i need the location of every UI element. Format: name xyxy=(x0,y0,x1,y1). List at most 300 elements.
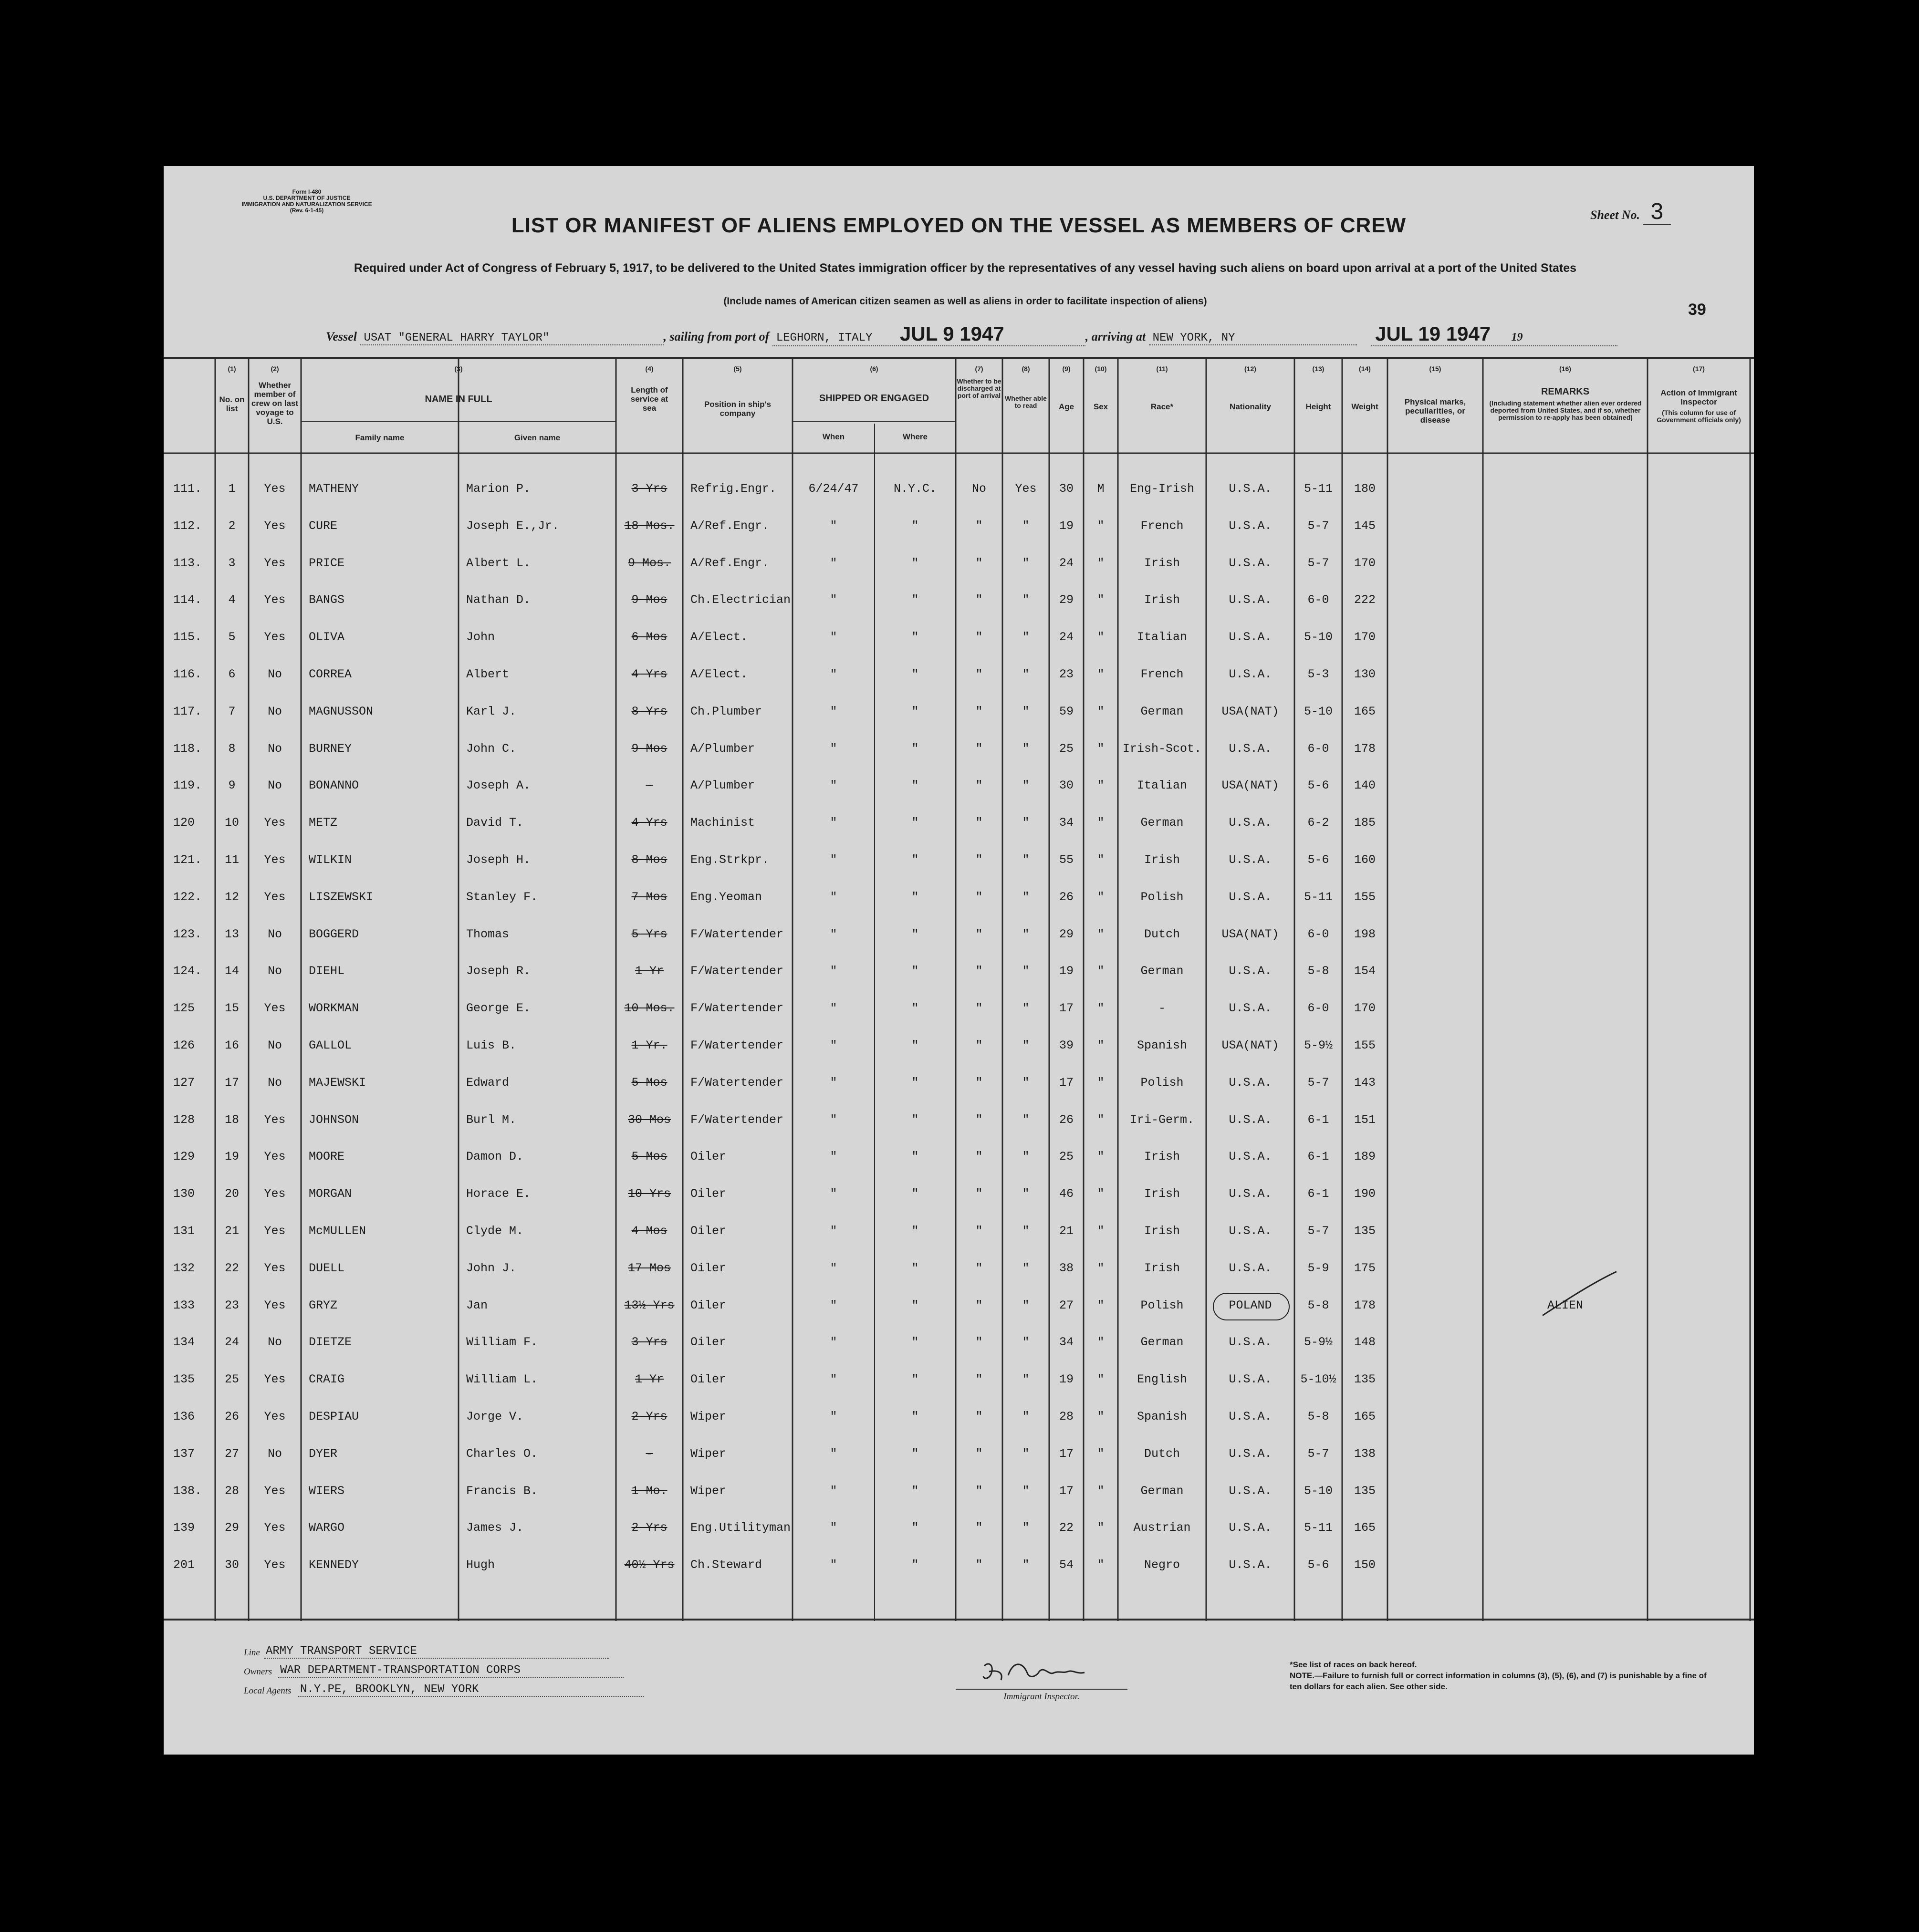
cell-no: 30 xyxy=(224,1558,239,1572)
cell-family: DIETZE xyxy=(309,1335,352,1350)
cell-read: " xyxy=(1022,630,1030,644)
arrival-port: NEW YORK, NY xyxy=(1149,332,1357,345)
cell-where: " xyxy=(911,593,919,607)
cell-race: German xyxy=(1140,1335,1184,1350)
owners-value: WAR DEPARTMENT-TRANSPORTATION CORPS xyxy=(278,1664,624,1678)
cell-where: " xyxy=(911,741,919,756)
cell-service: 1 Yr xyxy=(635,1372,664,1387)
cell-given: Clyde M. xyxy=(466,1224,524,1238)
cell-nationality: U.S.A. xyxy=(1229,1187,1272,1201)
cell-where: " xyxy=(911,1446,919,1461)
page-number: 39 xyxy=(1688,301,1706,319)
footer-note xyxy=(1290,1659,1719,1692)
cell-family: MATHENY xyxy=(309,482,359,496)
cell-height: 5-6 xyxy=(1307,853,1329,867)
cell-height: 6-0 xyxy=(1307,741,1329,756)
cell-where: " xyxy=(911,1039,919,1052)
cell-last: No xyxy=(267,779,282,793)
cell-weight: 130 xyxy=(1354,667,1376,681)
cell-sex: " xyxy=(1097,1335,1105,1350)
col15-number: (15) xyxy=(1429,365,1441,373)
cell-discharged: " xyxy=(975,890,983,904)
cell-age: 46 xyxy=(1059,1187,1074,1201)
cell-discharged: " xyxy=(975,1039,983,1052)
cell-race: German xyxy=(1140,1484,1184,1498)
cell-read: " xyxy=(1022,816,1030,830)
cell-discharged: " xyxy=(975,1001,983,1016)
cell-last: No xyxy=(267,741,282,756)
cell-last: No xyxy=(267,1335,282,1350)
cell-service: - xyxy=(646,779,653,793)
cell-when: " xyxy=(830,556,837,570)
cell-sex: " xyxy=(1097,1521,1105,1535)
manifest-line-number: 119. xyxy=(173,779,202,793)
cell-age: 30 xyxy=(1059,779,1074,793)
cell-family: DYER xyxy=(309,1446,338,1461)
cell-service: 1 Mo. xyxy=(631,1484,667,1498)
cell-read: " xyxy=(1022,1446,1030,1461)
cell-race: Irish-Scot. xyxy=(1122,741,1202,756)
cell-height: 6-1 xyxy=(1307,1150,1329,1164)
cell-service: 40½ Yrs xyxy=(624,1558,675,1572)
cell-nationality: POLAND xyxy=(1229,1298,1272,1312)
cell-race: Irish xyxy=(1144,1224,1180,1238)
cell-height: 5-10 xyxy=(1304,704,1333,718)
cell-height: 5-7 xyxy=(1307,519,1329,533)
cell-read: " xyxy=(1022,1187,1030,1201)
year-suffix: 19 xyxy=(1511,331,1523,343)
cell-age: 34 xyxy=(1059,816,1074,830)
cell-when: " xyxy=(830,1372,837,1387)
cell-sex: " xyxy=(1097,741,1105,756)
cell-where: N.Y.C. xyxy=(893,482,937,496)
cell-service: 9 Mos. xyxy=(627,556,671,570)
cell-when: " xyxy=(830,1446,837,1461)
cell-no: 10 xyxy=(224,816,239,830)
cell-when: " xyxy=(830,630,837,644)
cell-no: 18 xyxy=(224,1112,239,1127)
cell-age: 19 xyxy=(1059,1372,1074,1387)
cell-discharged: " xyxy=(975,1112,983,1127)
vessel-label: Vessel xyxy=(326,330,357,343)
cell-family: WILKIN xyxy=(309,853,352,867)
cell-race: Irish xyxy=(1144,1261,1180,1275)
sailing-date-stamp: JUL 9 1947 xyxy=(900,322,1004,345)
cell-given: Joseph H. xyxy=(466,853,531,867)
cell-nationality: U.S.A. xyxy=(1229,890,1272,904)
cell-age: 21 xyxy=(1059,1224,1074,1238)
cell-discharged: " xyxy=(975,556,983,570)
manifest-line-number: 139 xyxy=(173,1521,195,1535)
col16-subheader: (Including statement whether alien ever ordered deported from United States, and if so, whether permission to re-apply has been obtained) xyxy=(1489,399,1642,421)
cell-where: " xyxy=(911,1187,919,1201)
arrival-date-field xyxy=(1371,322,1617,346)
cell-weight: 165 xyxy=(1354,1410,1376,1423)
cell-when: " xyxy=(830,927,837,941)
cell-where: " xyxy=(911,1001,919,1016)
col2-header: Whether member of crew on last voyage to U.S. xyxy=(251,381,299,426)
manifest-line-number: 122. xyxy=(173,890,202,904)
cell-nationality: U.S.A. xyxy=(1229,853,1272,867)
cell-race: Negro xyxy=(1144,1558,1180,1572)
cell-age: 54 xyxy=(1059,1558,1074,1572)
cell-position: A/Elect. xyxy=(690,667,748,681)
cell-no: 13 xyxy=(224,927,239,941)
cell-family: LISZEWSKI xyxy=(309,890,374,904)
vessel-name: USAT "GENERAL HARRY TAYLOR" xyxy=(360,332,664,345)
cell-height: 5-8 xyxy=(1307,964,1329,978)
cell-nationality: USA(NAT) xyxy=(1221,1039,1279,1052)
cell-height: 5-6 xyxy=(1307,1558,1329,1572)
cell-sex: " xyxy=(1097,779,1105,793)
cell-weight: 160 xyxy=(1354,853,1376,867)
cell-discharged: " xyxy=(975,1261,983,1275)
cell-sex: " xyxy=(1097,704,1105,718)
cell-family: CURE xyxy=(309,519,338,533)
cell-weight: 185 xyxy=(1354,816,1376,830)
cell-position: A/Plumber xyxy=(690,741,755,756)
cell-race: Irish xyxy=(1144,853,1180,867)
cell-service: 4 Yrs xyxy=(631,667,667,681)
cell-age: 17 xyxy=(1059,1484,1074,1498)
cell-nationality: USA(NAT) xyxy=(1221,779,1279,793)
cell-family: GRYZ xyxy=(309,1298,338,1312)
cell-position: F/Watertender xyxy=(690,1001,784,1016)
manifest-line-number: 128 xyxy=(173,1112,195,1127)
form-service: IMMIGRATION AND NATURALIZATION SERVICE xyxy=(241,201,372,208)
cell-where: " xyxy=(911,1335,919,1350)
agents-label: Local Agents xyxy=(244,1686,292,1696)
col2-number: (2) xyxy=(271,365,279,373)
sailing-port: LEGHORN, ITALY xyxy=(776,332,873,344)
cell-position: Eng.Yeoman xyxy=(690,890,762,904)
cell-when: " xyxy=(830,1001,837,1016)
cell-sex: " xyxy=(1097,964,1105,978)
cell-race: German xyxy=(1140,816,1184,830)
col10-header: Sex xyxy=(1093,402,1108,411)
cell-last: Yes xyxy=(264,1484,286,1498)
cell-given: Marion P. xyxy=(466,482,531,496)
cell-family: JOHNSON xyxy=(309,1112,359,1127)
cell-no: 3 xyxy=(228,556,236,570)
manifest-line-number: 137 xyxy=(173,1446,195,1461)
cell-last: Yes xyxy=(264,556,286,570)
cell-where: " xyxy=(911,1298,919,1312)
cell-remarks: ALIEN xyxy=(1547,1298,1583,1312)
cell-discharged: " xyxy=(975,630,983,644)
cell-last: No xyxy=(267,667,282,681)
cell-sex: " xyxy=(1097,816,1105,830)
cell-last: Yes xyxy=(264,1001,286,1016)
cell-no: 29 xyxy=(224,1521,239,1535)
cell-weight: 155 xyxy=(1354,890,1376,904)
cell-given: George E. xyxy=(466,1001,531,1016)
cell-service: 2 Yrs xyxy=(631,1521,667,1535)
cell-age: 17 xyxy=(1059,1446,1074,1461)
col6-header: SHIPPED OR ENGAGED xyxy=(819,393,929,404)
cell-position: F/Watertender xyxy=(690,1112,784,1127)
manifest-line-number: 121. xyxy=(173,853,202,867)
cell-race: German xyxy=(1140,704,1184,718)
cell-nationality: U.S.A. xyxy=(1229,1372,1272,1387)
cell-weight: 143 xyxy=(1354,1075,1376,1090)
subnote: (Include names of American citizen seamen as well as aliens in order to facilitate inspection of aliens) xyxy=(723,296,1207,307)
cell-race: German xyxy=(1140,964,1184,978)
cell-no: 27 xyxy=(224,1446,239,1461)
cell-no: 4 xyxy=(228,593,236,607)
cell-when: " xyxy=(830,1150,837,1164)
cell-family: METZ xyxy=(309,816,338,830)
cell-read: " xyxy=(1022,779,1030,793)
col16-number: (16) xyxy=(1559,365,1571,373)
cell-discharged: " xyxy=(975,1298,983,1312)
cell-where: " xyxy=(911,1224,919,1238)
cell-sex: " xyxy=(1097,1298,1105,1312)
cell-no: 7 xyxy=(228,704,236,718)
cell-last: Yes xyxy=(264,1410,286,1423)
cell-no: 15 xyxy=(224,1001,239,1016)
cell-discharged: " xyxy=(975,964,983,978)
cell-given: Burl M. xyxy=(466,1112,517,1127)
cell-given: Joseph A. xyxy=(466,779,531,793)
cell-family: BANGS xyxy=(309,593,345,607)
cell-nationality: U.S.A. xyxy=(1229,519,1272,533)
cell-race: French xyxy=(1140,519,1184,533)
cell-race: Italian xyxy=(1137,779,1188,793)
cell-no: 20 xyxy=(224,1187,239,1201)
cell-family: WORKMAN xyxy=(309,1001,359,1016)
cell-weight: 138 xyxy=(1354,1446,1376,1461)
cell-service: 3 Yrs xyxy=(631,1335,667,1350)
cell-no: 1 xyxy=(228,482,236,496)
cell-no: 5 xyxy=(228,630,236,644)
cell-height: 5-6 xyxy=(1307,779,1329,793)
races-note: *See list of races on back hereof. xyxy=(1290,1660,1417,1669)
cell-height: 6-2 xyxy=(1307,816,1329,830)
cell-family: CRAIG xyxy=(309,1372,345,1387)
col16-header: REMARKS xyxy=(1541,386,1590,397)
cell-race: Polish xyxy=(1140,890,1184,904)
cell-race: Irish xyxy=(1144,556,1180,570)
cell-age: 17 xyxy=(1059,1001,1074,1016)
cell-where: " xyxy=(911,964,919,978)
cell-discharged: " xyxy=(975,1558,983,1572)
cell-sex: " xyxy=(1097,667,1105,681)
cell-weight: 155 xyxy=(1354,1039,1376,1052)
col5-number: (5) xyxy=(733,365,742,373)
col4-number: (4) xyxy=(645,365,654,373)
cell-height: 5-10½ xyxy=(1300,1372,1336,1387)
cell-service: 30 Mos xyxy=(627,1112,671,1127)
cell-last: Yes xyxy=(264,1224,286,1238)
cell-nationality: U.S.A. xyxy=(1229,593,1272,607)
cell-service: 6 Mos xyxy=(631,630,667,644)
cell-service: 8 Mos xyxy=(631,853,667,867)
cell-read: " xyxy=(1022,1001,1030,1016)
cell-position: Refrig.Engr. xyxy=(690,482,777,496)
cell-where: " xyxy=(911,1484,919,1498)
cell-when: " xyxy=(830,1298,837,1312)
cell-no: 2 xyxy=(228,519,236,533)
cell-weight: 151 xyxy=(1354,1112,1376,1127)
cell-when: " xyxy=(830,853,837,867)
cell-race: Irish xyxy=(1144,1187,1180,1201)
cell-height: 6-0 xyxy=(1307,927,1329,941)
cell-where: " xyxy=(911,519,919,533)
cell-discharged: " xyxy=(975,704,983,718)
cell-read: " xyxy=(1022,853,1030,867)
cell-race: Polish xyxy=(1140,1075,1184,1090)
cell-service: 5 Mos xyxy=(631,1150,667,1164)
cell-service: 3 Yrs xyxy=(631,482,667,496)
manifest-line-number: 115. xyxy=(173,630,202,644)
cell-race: French xyxy=(1140,667,1184,681)
cell-weight: 135 xyxy=(1354,1372,1376,1387)
cell-position: F/Watertender xyxy=(690,1075,784,1090)
cell-height: 5-10 xyxy=(1304,630,1333,644)
cell-where: " xyxy=(911,927,919,941)
cell-no: 21 xyxy=(224,1224,239,1238)
sheet-number-value: 3 xyxy=(1643,199,1671,225)
cell-weight: 222 xyxy=(1354,593,1376,607)
manifest-line-number: 138. xyxy=(173,1484,202,1498)
cell-read: " xyxy=(1022,1484,1030,1498)
cell-when: " xyxy=(830,1112,837,1127)
manifest-line-number: 124. xyxy=(173,964,202,978)
cell-age: 25 xyxy=(1059,741,1074,756)
cell-sex: " xyxy=(1097,1075,1105,1090)
cell-weight: 165 xyxy=(1354,704,1376,718)
col13-header: Height xyxy=(1305,402,1331,411)
cell-family: OLIVA xyxy=(309,630,345,644)
cell-when: " xyxy=(830,1484,837,1498)
cell-no: 19 xyxy=(224,1150,239,1164)
cell-where: " xyxy=(911,1372,919,1387)
cell-discharged: " xyxy=(975,1075,983,1090)
cell-no: 23 xyxy=(224,1298,239,1312)
cell-nationality: U.S.A. xyxy=(1229,1410,1272,1423)
cell-age: 24 xyxy=(1059,630,1074,644)
cell-service: 10 Mos. xyxy=(624,1001,675,1016)
cell-last: Yes xyxy=(264,1372,286,1387)
cell-height: 5-9 xyxy=(1307,1261,1329,1275)
cell-race: Iri-Germ. xyxy=(1129,1112,1195,1127)
cell-service: 2 Yrs xyxy=(631,1410,667,1423)
manifest-line-number: 135 xyxy=(173,1372,195,1387)
cell-position: Ch.Steward xyxy=(690,1558,762,1572)
subtitle: Required under Act of Congress of February 5, 1917, to be delivered to the United States immigration officer by the representatives of any vessel having such aliens on board upon arrival at a port of the United States xyxy=(354,261,1577,275)
cell-nationality: U.S.A. xyxy=(1229,741,1272,756)
col17-number: (17) xyxy=(1693,365,1705,373)
col3-number: (3) xyxy=(454,365,463,373)
footer xyxy=(164,1621,1754,1755)
manifest-line-number: 118. xyxy=(173,741,202,756)
cell-age: 19 xyxy=(1059,964,1074,978)
cell-height: 5-11 xyxy=(1304,482,1333,496)
cell-read: Yes xyxy=(1015,482,1037,496)
cell-given: Joseph E.,Jr. xyxy=(466,519,560,533)
cell-no: 22 xyxy=(224,1261,239,1275)
col12-header: Nationality xyxy=(1230,402,1271,411)
cell-sex: " xyxy=(1097,556,1105,570)
cell-service: 9 Mos xyxy=(631,741,667,756)
cell-when: " xyxy=(830,1558,837,1572)
crew-table xyxy=(164,357,1754,1621)
manifest-line-number: 123. xyxy=(173,927,202,941)
cell-given: John C. xyxy=(466,741,517,756)
cell-nationality: U.S.A. xyxy=(1229,1261,1272,1275)
cell-where: " xyxy=(911,1521,919,1535)
cell-read: " xyxy=(1022,890,1030,904)
cell-position: Oiler xyxy=(690,1150,727,1164)
cell-position: Oiler xyxy=(690,1224,727,1238)
cell-sex: " xyxy=(1097,1187,1105,1201)
cell-discharged: " xyxy=(975,1372,983,1387)
cell-last: No xyxy=(267,1039,282,1052)
cell-age: 39 xyxy=(1059,1039,1074,1052)
cell-last: No xyxy=(267,927,282,941)
cell-weight: 170 xyxy=(1354,556,1376,570)
col15-header: Physical marks, peculiarities, or disease xyxy=(1404,397,1466,425)
col9-number: (9) xyxy=(1062,365,1071,373)
cell-position: A/Ref.Engr. xyxy=(690,556,770,570)
cell-position: Wiper xyxy=(690,1484,727,1498)
cell-discharged: " xyxy=(975,816,983,830)
cell-where: " xyxy=(911,630,919,644)
manifest-line-number: 129 xyxy=(173,1150,195,1164)
cell-discharged: " xyxy=(975,1521,983,1535)
cell-weight: 154 xyxy=(1354,964,1376,978)
cell-where: " xyxy=(911,667,919,681)
cell-read: " xyxy=(1022,1075,1030,1090)
cell-given: Luis B. xyxy=(466,1039,517,1052)
col11-header: Race* xyxy=(1150,402,1174,411)
col14-header: Weight xyxy=(1351,402,1378,411)
cell-discharged: " xyxy=(975,593,983,607)
cell-race: English xyxy=(1137,1372,1188,1387)
cell-service: 4 Yrs xyxy=(631,816,667,830)
cell-read: " xyxy=(1022,1335,1030,1350)
manifest-line-number: 113. xyxy=(173,556,202,570)
cell-sex: " xyxy=(1097,1446,1105,1461)
cell-discharged: " xyxy=(975,519,983,533)
cell-age: 28 xyxy=(1059,1410,1074,1423)
cell-service: 8 Yrs xyxy=(631,704,667,718)
col6-number: (6) xyxy=(870,365,878,373)
cell-age: 26 xyxy=(1059,1112,1074,1127)
cell-family: MAJEWSKI xyxy=(309,1075,366,1090)
cell-position: A/Elect. xyxy=(690,630,748,644)
cell-weight: 135 xyxy=(1354,1484,1376,1498)
inspector-signature xyxy=(956,1647,1127,1690)
page-title: LIST OR MANIFEST OF ALIENS EMPLOYED ON THE VESSEL AS MEMBERS OF CREW xyxy=(511,214,1407,237)
cell-sex: " xyxy=(1097,1261,1105,1275)
col7-header: Whether to be discharged at port of arrival xyxy=(957,377,1001,399)
cell-height: 5-11 xyxy=(1304,890,1333,904)
cell-no: 8 xyxy=(228,741,236,756)
manifest-line-number: 111. xyxy=(173,482,202,496)
cell-position: Oiler xyxy=(690,1261,727,1275)
cell-sex: " xyxy=(1097,1001,1105,1016)
cell-read: " xyxy=(1022,1039,1030,1052)
cell-family: GALLOL xyxy=(309,1039,352,1052)
cell-given: Jan xyxy=(466,1298,488,1312)
cell-given: Albert L. xyxy=(466,556,531,570)
cell-nationality: U.S.A. xyxy=(1229,1001,1272,1016)
cell-service: 1 Yr xyxy=(635,964,664,978)
cell-age: 22 xyxy=(1059,1521,1074,1535)
form-revision: (Rev. 6-1-45) xyxy=(290,207,324,214)
